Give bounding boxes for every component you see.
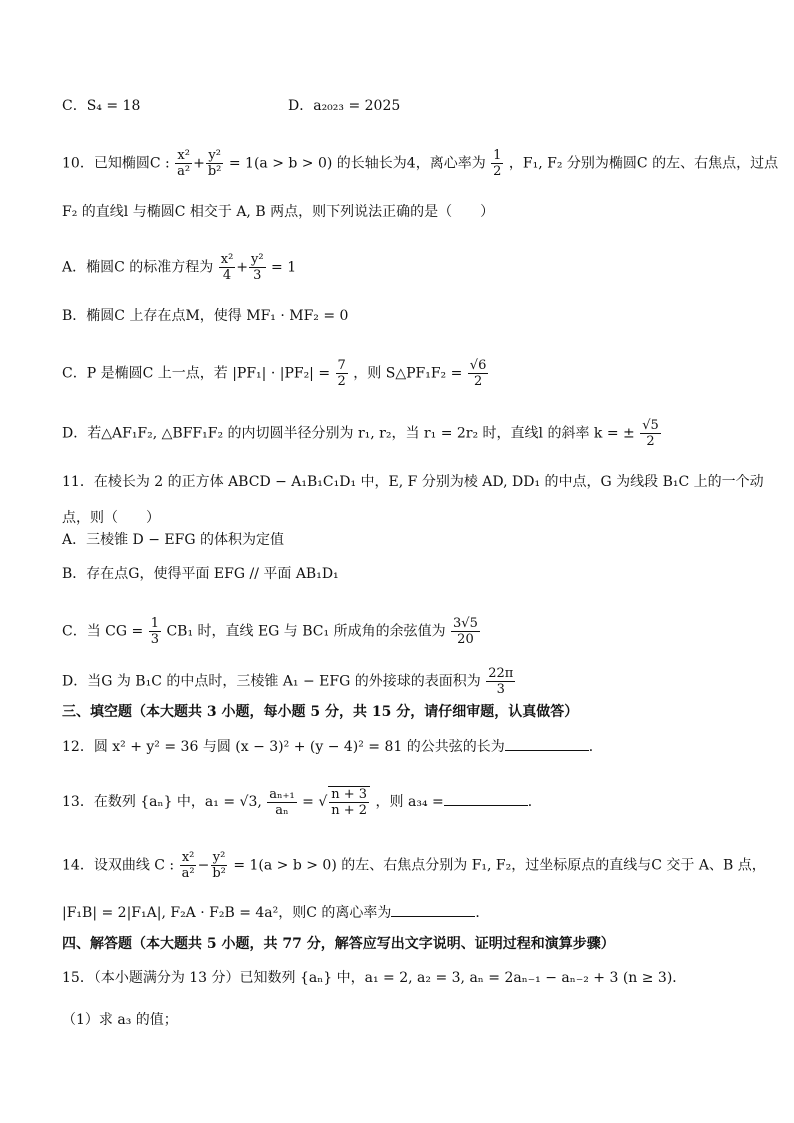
q9-option-d: D．a₂₀₂₃ = 2025 (288, 98, 401, 114)
q11-option-c: C．当 CG = $\frac{1}{3}$ CB₁ 时，直线 EG 与 BC₁ 所成角的余弦值为 $\frac{3√5}{20}$ (62, 616, 478, 647)
q10-option-d: D．若△AF₁F₂, △BFF₁F₂ 的内切圆半径分别为 r₁, r₂，当 r₁ = 2r₂ 时，直线l 的斜率 k = ± $\frac{√5}{2}$ (62, 418, 659, 449)
fraction-y2-3: $\frac{\text{y²}}{3}$ (251, 252, 264, 283)
q12: 12．圆 x² + y² = 36 与圆 (x − 3)² + (y − 4)² = 81 的公共弦的长为 ． (62, 736, 603, 757)
q10-option-b: B．椭圆C 上存在点M，使得 MF₁ · MF₂ = 0 (62, 308, 349, 324)
fraction-22pi-3: $\frac{22\pi}{3}$ (488, 666, 514, 697)
q10-line1: 10．已知椭圆C : $\frac{\text{x²}}{\text{a²}}$ + $\frac{\text{y²}}{\text{b²}}$ = 1(a > b > 0) 的长轴长为4，离心率为 $\frac{1}{2}$ ，F₁, F₂ 分别为椭圆C 的左、右焦点，过点 (62, 148, 779, 179)
q11-option-a: A．三棱锥 D − EFG 的体积为定值 (62, 532, 284, 548)
q10-option-c: C．P 是椭圆C 上一点，若 |PF₁| · |PF₂| = $\frac{7}{2}$ ，则 S△PF₁F₂ = $\frac{√6}{2}$ (62, 358, 487, 389)
fraction-x2-a2-hyperbola: $\frac{\text{x²}}{\text{a²}}$ (181, 850, 195, 881)
fraction-x2-a2: $\frac{\text{x²}}{\text{a²}}$ (177, 148, 191, 179)
fraction-n3-n2: $\frac{n + 3}{n + 2}$ (328, 786, 370, 818)
q11-line1: 11．在棱长为 2 的正方体 ABCD − A₁B₁C₁D₁ 中，E, F 分别为棱 AD, DD₁ 的中点，G 为线段 B₁C 上的一个动 (62, 474, 764, 490)
q15-sub1: （1）求 a₃ 的值； (62, 1012, 178, 1028)
q11-line2: 点，则（ ） (62, 510, 160, 526)
fraction-7-2: $\frac{7}{2}$ (337, 358, 346, 389)
q14-answer-blank[interactable] (391, 902, 475, 917)
q10-stem-b: = 1(a > b > 0) 的长轴长为4，离心率为 (228, 155, 486, 172)
fraction-one-half: $\frac{1}{2}$ (493, 148, 502, 179)
q10-stem-c: ，F₁, F₂ 分别为椭圆C 的左、右焦点，过点 (508, 155, 779, 172)
q15-line1: 15．（本小题满分为 13 分）已知数列 {aₙ} 中，a₁ = 2, a₂ = 3, aₙ = 2aₙ₋₁ − aₙ₋₂ + 3 (n ≥ 3)． (62, 970, 687, 986)
fraction-sqrt6-2: $\frac{√6}{2}$ (469, 358, 487, 389)
q11-option-b: B．存在点G，使得平面 EFG // 平面 AB₁D₁ (62, 566, 339, 582)
q9-option-c: C．S₄ = 18 (62, 98, 141, 114)
section-3-heading: 三、填空题（本大题共 3 小题，每小题 5 分，共 15 分，请仔细审题，认真做答） (62, 704, 579, 720)
q10-stem-a: 10．已知椭圆C : (62, 155, 170, 172)
fraction-x2-4: $\frac{\text{x²}}{4}$ (220, 252, 234, 283)
q14-line1: 14．设双曲线 C : $\frac{\text{x²}}{\text{a²}}$ − $\frac{\text{y²}}{\text{b²}}$ = 1(a > b > 0) 的左、右焦点分别为 F₁, F₂，过坐标原点的直线与C 交于 A、B 点， (62, 850, 766, 881)
fraction-1-3: $\frac{1}{3}$ (150, 616, 159, 647)
q13: 13．在数列 {aₙ} 中，a₁ = √3, $\frac{\text{aₙ₊₁}}{\text{aₙ}}$ = √ $\frac{n + 3}{n + 2}$ ，则 a₃₄ = ． (62, 786, 542, 818)
q12-answer-blank[interactable] (505, 736, 589, 751)
q14-line2: |F₁B| = 2|F₁A|, F₂A · F₂B = 4a²，则C 的离心率为 ． (62, 902, 489, 923)
fraction-sqrt5-2: $\frac{√5}{2}$ (642, 418, 659, 449)
q10-option-a: A．椭圆C 的标准方程为 $\frac{\text{x²}}{4}$ + $\frac{\text{y²}}{3}$ = 1 (62, 252, 297, 283)
q13-answer-blank[interactable] (444, 791, 528, 806)
q10-line2: F₂ 的直线l 与椭圆C 相交于 A, B 两点，则下列说法正确的是（ ） (62, 204, 495, 220)
q11-option-d: D．当G 为 B₁C 的中点时，三棱锥 A₁ − EFG 的外接球的表面积为 $\frac{22\pi}{3}$ (62, 666, 514, 697)
section-4-heading: 四、解答题（本大题共 5 小题，共 77 分，解答应写出文字说明、证明过程和演算步骤） (62, 936, 615, 952)
fraction-y2-b2-hyperbola: $\frac{\text{y²}}{\text{b²}}$ (212, 850, 226, 881)
fraction-y2-b2: $\frac{\text{y²}}{\text{b²}}$ (207, 148, 222, 179)
fraction-an1-an: $\frac{\text{aₙ₊₁}}{\text{aₙ}}$ (269, 786, 295, 818)
fraction-3sqrt5-20: $\frac{3√5}{20}$ (453, 616, 478, 647)
